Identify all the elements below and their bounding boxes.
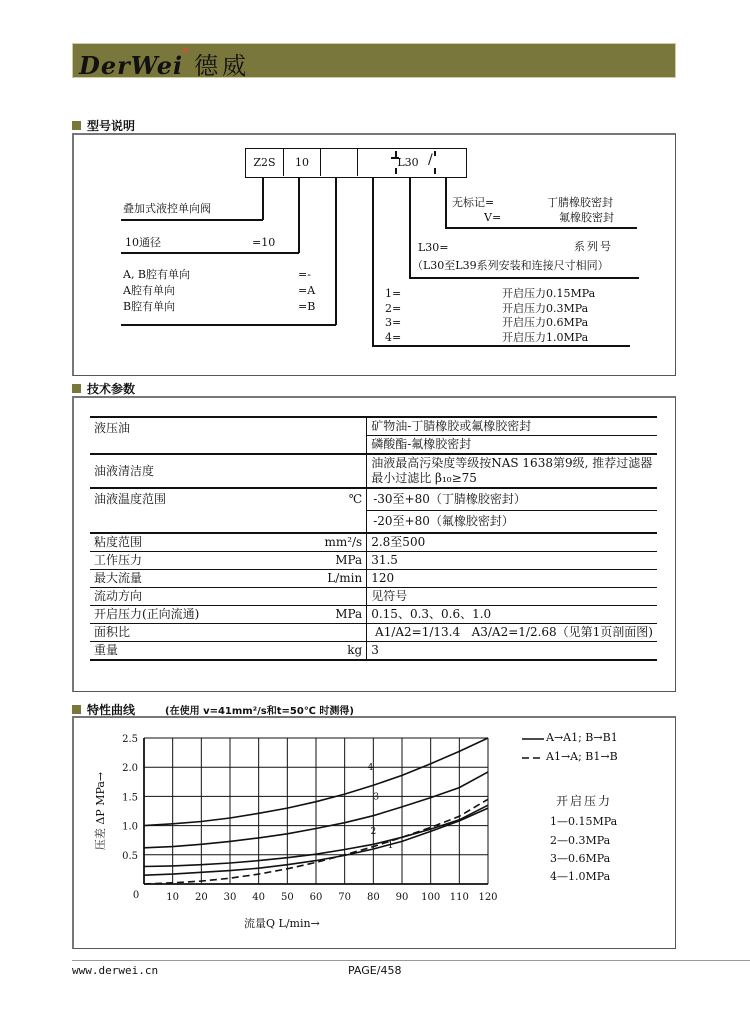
x-tick-label: 60 bbox=[309, 892, 323, 903]
x-tick-label: 100 bbox=[421, 892, 441, 903]
spec-value: A1/A2=1/13.4 A3/A2=1/2.68（见第1页剖面图) bbox=[367, 624, 657, 642]
legend-item: 4—1.0MPa bbox=[550, 870, 611, 883]
pressure-label: 开启压力0.15MPa bbox=[502, 287, 596, 300]
curve-label: 1 bbox=[387, 840, 394, 851]
section-square-icon bbox=[72, 121, 81, 130]
spec-unit: ℃ bbox=[320, 488, 366, 533]
section-square-icon bbox=[72, 384, 81, 393]
spec-unit: kg bbox=[320, 642, 366, 661]
leader-line bbox=[372, 345, 630, 347]
leader-line bbox=[262, 178, 264, 220]
y-axis-label: 压差 ΔP MPa→ bbox=[94, 771, 107, 851]
section-title-model bbox=[72, 117, 135, 134]
separator-tick bbox=[434, 151, 436, 156]
spec-unit: MPa bbox=[320, 552, 366, 570]
brand-name-cn: 德威 bbox=[194, 52, 251, 80]
spec-value-line: 最小过滤比 β₁₀≥75 bbox=[371, 471, 477, 485]
section-title-tech bbox=[72, 380, 135, 397]
size-label: 10通径 bbox=[125, 236, 161, 249]
separator-tick bbox=[395, 168, 397, 174]
seal-code: V= bbox=[484, 211, 502, 224]
spec-value bbox=[367, 454, 657, 488]
spec-label: 油液温度范围 bbox=[90, 488, 320, 533]
origin-label: 0 bbox=[132, 890, 140, 901]
pressure-code: 4= bbox=[385, 331, 402, 344]
x-tick-label: 70 bbox=[338, 892, 352, 903]
pressure-label: 开启压力0.3MPa bbox=[502, 302, 589, 315]
y-tick-label: 2.5 bbox=[122, 734, 138, 745]
spec-label: 最大流量 bbox=[90, 570, 320, 588]
table-row bbox=[90, 454, 657, 488]
curve-label: 3 bbox=[373, 792, 380, 803]
legend-title: 开启压力 bbox=[556, 794, 613, 808]
section-square-icon bbox=[72, 705, 81, 714]
y-tick-label: 1.0 bbox=[122, 821, 138, 833]
table-row bbox=[90, 588, 657, 606]
spec-value-line: 油液最高污染度等级按NAS 1638第9级, 推荐过滤器 bbox=[371, 456, 653, 470]
leader-line bbox=[409, 277, 639, 279]
spec-value: -30至+80（丁腈橡胶密封） bbox=[367, 488, 657, 511]
series-code: L30 bbox=[397, 156, 419, 169]
spec-label: 液压油 bbox=[90, 417, 367, 454]
characteristic-chart bbox=[80, 728, 510, 943]
x-tick-label: 120 bbox=[478, 892, 498, 903]
leader-line bbox=[335, 178, 337, 325]
leader-line bbox=[121, 324, 336, 326]
footer-divider bbox=[72, 960, 750, 961]
valve-name: 叠加式液控单向阀 bbox=[123, 202, 211, 215]
code-cell-chamber bbox=[321, 149, 358, 176]
spec-value: 0.15、0.3、0.6、1.0 bbox=[367, 606, 657, 624]
legend-solid-label: A→A1; B→B1 bbox=[546, 731, 618, 744]
code-cell-series bbox=[358, 149, 466, 176]
pressure-label: 开启压力1.0MPa bbox=[502, 331, 589, 344]
seal-label: 丁腈橡胶密封 bbox=[547, 196, 613, 209]
table-row bbox=[90, 417, 657, 436]
leader-line bbox=[298, 178, 300, 253]
spec-value: 磷酸酯-氟橡胶密封 bbox=[367, 436, 657, 455]
section-title-text: 技术参数 bbox=[87, 382, 136, 396]
spec-value: -20至+80（氟橡胶密封） bbox=[367, 511, 657, 534]
pressure-code: 3= bbox=[385, 316, 402, 329]
slash-mark: / bbox=[428, 152, 433, 168]
pressure-code: 2= bbox=[385, 302, 402, 315]
table-row bbox=[90, 624, 657, 642]
leader-line bbox=[372, 178, 374, 346]
spec-label: 粘度范围 bbox=[90, 533, 320, 552]
spec-label: 流动方向 bbox=[90, 588, 320, 606]
x-axis-label: 流量Q L/min→ bbox=[244, 917, 320, 930]
footer-page-number: PAGE/458 bbox=[348, 964, 402, 977]
table-row bbox=[90, 488, 657, 511]
spec-label: 油液清洁度 bbox=[90, 454, 367, 488]
curve-label: 2 bbox=[370, 826, 377, 837]
spec-unit: L/min bbox=[320, 570, 366, 588]
legend-item: 3—0.6MPa bbox=[550, 852, 611, 865]
seal-label: 氟橡胶密封 bbox=[559, 211, 614, 224]
pressure-code: 1= bbox=[385, 287, 402, 300]
leader-line bbox=[121, 219, 263, 221]
series-note: （L30至L39系列安装和连接尺寸相同） bbox=[412, 259, 609, 272]
series-label: 系列号 bbox=[574, 240, 613, 253]
measurement-note: (在使用 v=41mm²/s和t=50℃ 时测得) bbox=[165, 706, 354, 717]
brand-logo bbox=[79, 46, 250, 81]
pressure-label: 开启压力0.6MPa bbox=[502, 316, 589, 329]
x-tick-label: 10 bbox=[166, 892, 180, 903]
spec-value: 120 bbox=[367, 570, 657, 588]
spec-unit bbox=[320, 588, 366, 606]
curve-label: 4 bbox=[367, 763, 374, 774]
code-cell-type: Z2S bbox=[246, 149, 284, 176]
x-tick-label: 90 bbox=[395, 892, 409, 903]
y-tick-label: 1.5 bbox=[122, 792, 138, 804]
legend-item: 2—0.3MPa bbox=[550, 834, 611, 847]
table-row bbox=[90, 533, 657, 552]
leader-line bbox=[409, 178, 411, 278]
model-code-row bbox=[245, 148, 467, 178]
brand-name: DerWei bbox=[79, 51, 184, 80]
spec-value: 矿物油-丁腈橡胶或氟橡胶密封 bbox=[367, 417, 657, 436]
brand-banner bbox=[72, 43, 676, 78]
registered-mark-icon bbox=[183, 48, 188, 53]
separator-tick bbox=[395, 151, 397, 157]
chamber-label: A腔有单向 bbox=[123, 284, 175, 297]
spec-label: 工作压力 bbox=[90, 552, 320, 570]
y-tick-label: 2.0 bbox=[122, 763, 138, 775]
series-code-label: L30= bbox=[418, 241, 449, 254]
legend-item: 1—0.15MPa bbox=[550, 815, 618, 828]
x-tick-label: 30 bbox=[223, 892, 237, 903]
spec-value: 31.5 bbox=[367, 552, 657, 570]
size-code: =10 bbox=[252, 236, 276, 249]
table-row bbox=[90, 552, 657, 570]
spec-label: 重量 bbox=[90, 642, 320, 661]
spec-label: 开启压力(正向流通) bbox=[90, 606, 320, 624]
table-row bbox=[90, 570, 657, 588]
table-row bbox=[90, 606, 657, 624]
seal-code: 无标记= bbox=[452, 196, 495, 209]
chamber-label: B腔有单向 bbox=[123, 300, 176, 313]
spec-unit: mm²/s bbox=[320, 533, 366, 552]
section-title-text: 型号说明 bbox=[87, 119, 136, 133]
spec-unit: MPa bbox=[320, 606, 366, 624]
x-tick-label: 50 bbox=[280, 892, 294, 903]
x-tick-label: 110 bbox=[449, 892, 469, 903]
code-cell-size: 10 bbox=[284, 149, 321, 176]
chamber-label: A, B腔有单向 bbox=[123, 268, 191, 281]
chamber-code: =B bbox=[298, 300, 316, 313]
legend-dashed-label: A1→A; B1→B bbox=[546, 750, 618, 763]
spec-value: 3 bbox=[367, 642, 657, 661]
spec-unit bbox=[320, 624, 366, 642]
spec-value: 2.8至500 bbox=[367, 533, 657, 552]
x-tick-label: 80 bbox=[366, 892, 380, 903]
section-title-text: 特性曲线 bbox=[87, 703, 136, 717]
footer-website[interactable]: www.derwei.cn bbox=[72, 964, 159, 977]
x-tick-label: 40 bbox=[252, 892, 266, 903]
leader-line bbox=[445, 178, 447, 228]
spec-value: 见符号 bbox=[367, 588, 657, 606]
leader-line bbox=[121, 252, 299, 254]
leader-line bbox=[445, 227, 637, 229]
chamber-code: =A bbox=[298, 284, 316, 297]
chamber-code: =- bbox=[298, 268, 311, 281]
separator-tick bbox=[434, 168, 436, 174]
table-row bbox=[90, 642, 657, 661]
y-tick-label: 0.5 bbox=[122, 850, 138, 862]
x-tick-label: 20 bbox=[194, 892, 208, 903]
spec-label: 面积比 bbox=[90, 624, 320, 642]
spec-table bbox=[90, 416, 657, 661]
